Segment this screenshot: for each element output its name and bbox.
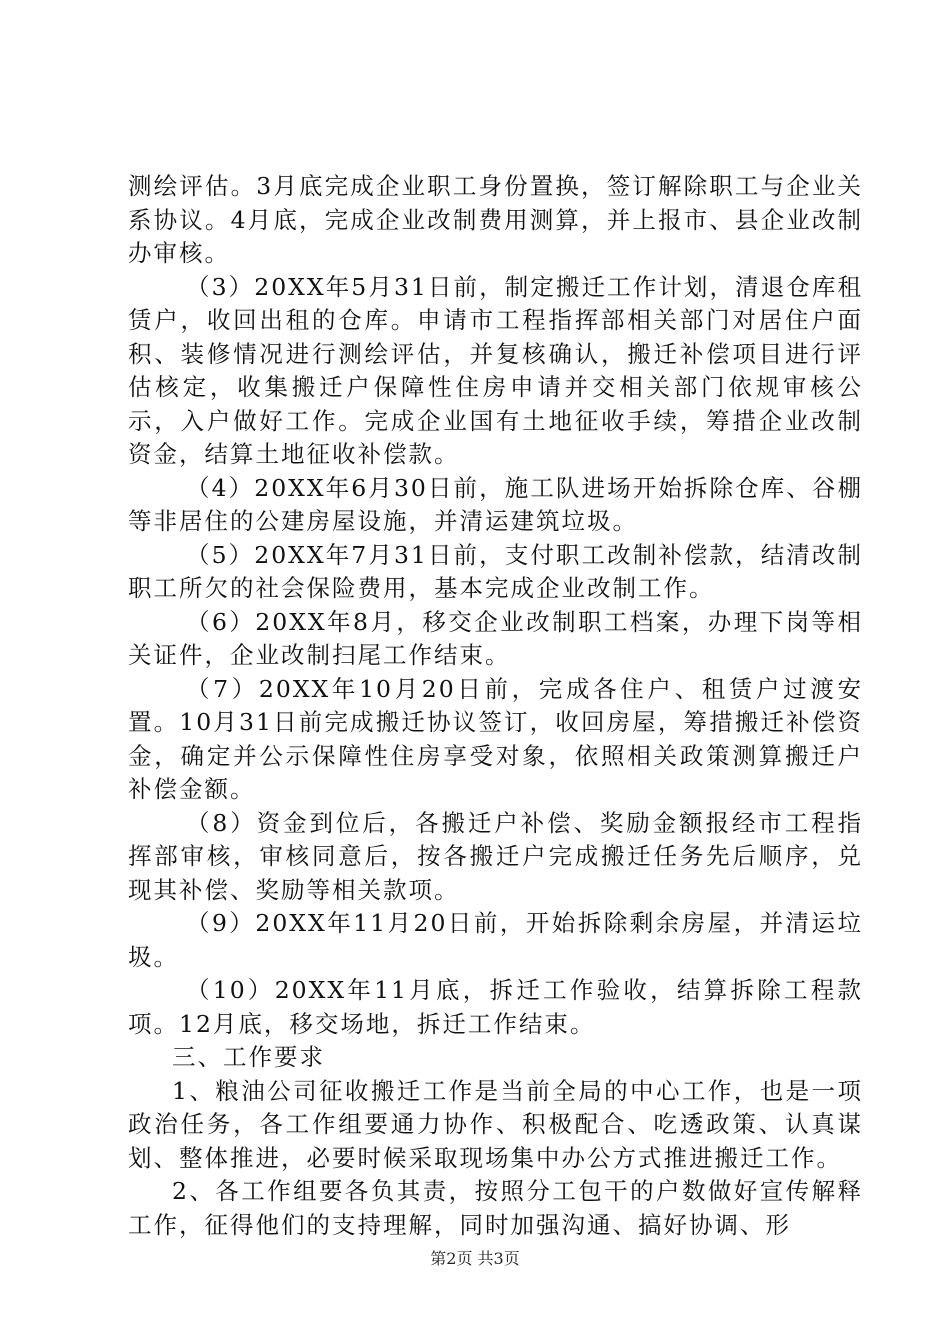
paragraph-item-6: （6）20XX年8月，移交企业改制职工档案，办理下岗等相关证件，企业改制扫尾工作结束。 [128,607,863,669]
page-footer: 第2页 共3页 [430,1249,520,1268]
paragraph-continuation: 测绘评估。3月底完成企业职工身份置换，签订解除职工与企业关系协议。4月底，完成企业改制费用测算，并上报市、县企业改制办审核。 [128,172,863,267]
paragraph-item-9: （9）20XX年11月20日前，开始拆除剩余房屋，并清运垃圾。 [128,909,863,971]
paragraph-item-8: （8）资金到位后，各搬迁户补偿、奖励金额报经市工程指挥部审核，审核同意后，按各搬迁户完成搬迁任务先后顺序，兑现其补偿、奖励等相关款项。 [128,808,863,904]
document-body [128,170,863,1242]
section-heading: 三、工作要求 [172,1043,325,1071]
paragraph-item-3: （3）20XX年5月31日前，制定搬迁工作计划，清退仓库租赁户，收回出租的仓库。申请市工程指挥部相关部门对居住户面积、装修情况进行测绘评估，并复核确认，搬迁补偿项目进行评估核定，收集搬迁户保障性住房申请并交相关部门依规审核公示，入户做好工作。完成企业国有土地征收手续，筹措企业改制资金，结算土地征收补偿款。 [128,272,863,468]
paragraph-item-7: （7）20XX年10月20日前，完成各住户、租赁户过渡安置。10月31日前完成搬迁协议签订，收回房屋，筹措搬迁补偿资金，确定并公示保障性住房享受对象，依照相关政策测算搬迁户补偿金额。 [128,674,863,803]
paragraph-requirement-2: 2、各工作组要各负其责，按照分工包干的户数做好宣传解释工作，征得他们的支持理解，同时加强沟通、搞好协调、形 [128,1177,863,1239]
paragraph-item-4: （4）20XX年6月30日前，施工队进场开始拆除仓库、谷棚等非居住的公建房屋设施，并清运建筑垃圾。 [128,473,863,535]
paragraph-item-10: （10）20XX年11月底，拆迁工作验收，结算拆除工程款项。12月底，移交场地，拆迁工作结束。 [128,976,863,1038]
paragraph-requirement-1: 1、粮油公司征收搬迁工作是当前全局的中心工作，也是一项政治任务，各工作组要通力协作、积极配合、吃透政策、认真谋划、整体推进，必要时候采取现场集中办公方式推进搬迁工作。 [128,1076,863,1172]
paragraph-item-5: （5）20XX年7月31日前，支付职工改制补偿款，结清改制职工所欠的社会保险费用，基本完成企业改制工作。 [128,540,863,602]
